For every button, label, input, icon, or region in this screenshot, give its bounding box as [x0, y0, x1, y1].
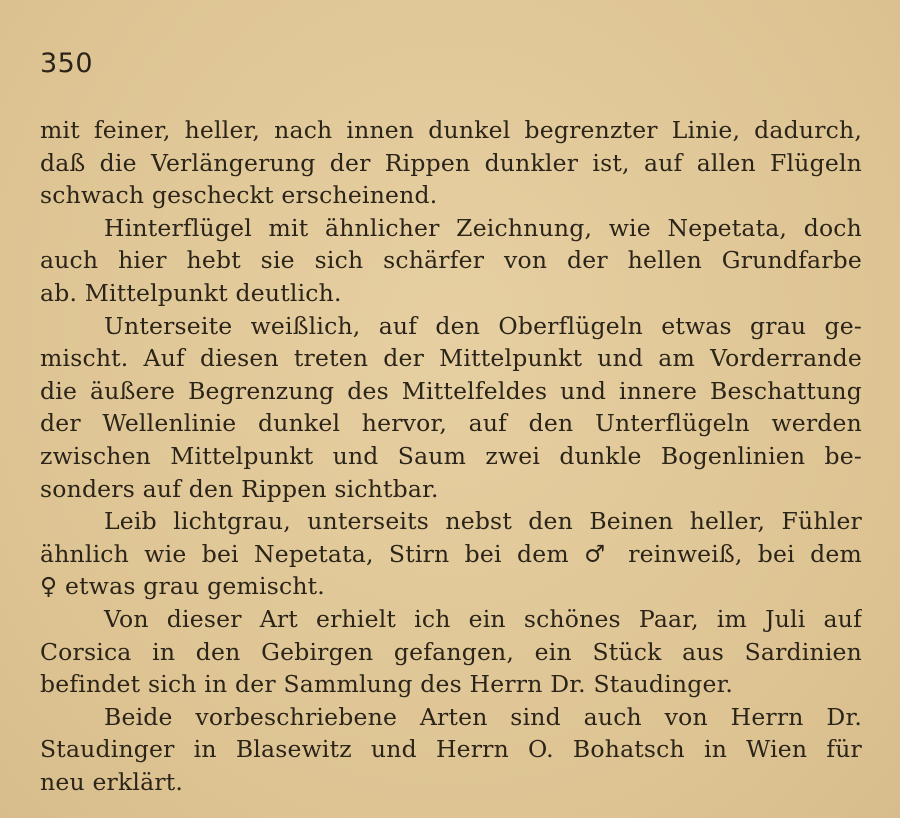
text-line: Von dieser Art erhielt ich ein schönes Paar, im Juli auf — [104, 604, 862, 633]
text-line: auch hier hebt sie sich schärfer von der hellen Grundfarbe — [40, 246, 862, 275]
book-page — [40, 0, 862, 818]
text-line: ab. Mittelpunkt deutlich. — [40, 278, 342, 307]
text-line: ähnlich wie bei Nepetata, Stirn bei dem ♂ reinweiß, bei dem — [40, 539, 862, 568]
text-line: der Wellenlinie dunkel hervor, auf den Unterflügeln werden — [40, 409, 862, 438]
text-line: Hinterflügel mit ähnlicher Zeichnung, wie Nepetata, doch — [104, 213, 862, 242]
text-line: ♀ etwas grau gemischt. — [40, 572, 325, 601]
text-line: neu erklärt. — [40, 767, 184, 796]
text-line: Leib lichtgrau, unterseits nebst den Beinen heller, Fühler — [104, 507, 862, 536]
text-line: Unterseite weißlich, auf den Oberflügeln etwas grau ge- — [104, 311, 862, 340]
text-line: zwischen Mittelpunkt und Saum zwei dunkle Bogenlinien be- — [40, 441, 862, 470]
text-line: die äußere Begrenzung des Mittelfeldes und innere Beschattung — [40, 376, 862, 405]
text-line: befindet sich in der Sammlung des Herrn Dr. Staudinger. — [40, 670, 734, 699]
text-line: daß die Verlängerung der Rippen dunkler ist, auf allen Flügeln — [40, 148, 862, 177]
text-line: mit feiner, heller, nach innen dunkel begrenzter Linie, dadurch, — [40, 116, 862, 144]
text-line: mischt. Auf diesen treten der Mittelpunkt und am Vorderrande — [40, 344, 862, 373]
text-line: Staudinger in Blasewitz und Herrn O. Bohatsch in Wien für — [40, 735, 862, 764]
body-text — [40, 114, 862, 798]
page-number: 350 — [40, 48, 94, 79]
text-line: Corsica in den Gebirgen gefangen, ein Stück aus Sardinien — [40, 637, 862, 666]
text-line: schwach gescheckt erscheinend. — [40, 181, 438, 210]
text-line: Beide vorbeschriebene Arten sind auch von Herrn Dr. — [104, 702, 862, 731]
text-line: sonders auf den Rippen sichtbar. — [40, 474, 439, 503]
